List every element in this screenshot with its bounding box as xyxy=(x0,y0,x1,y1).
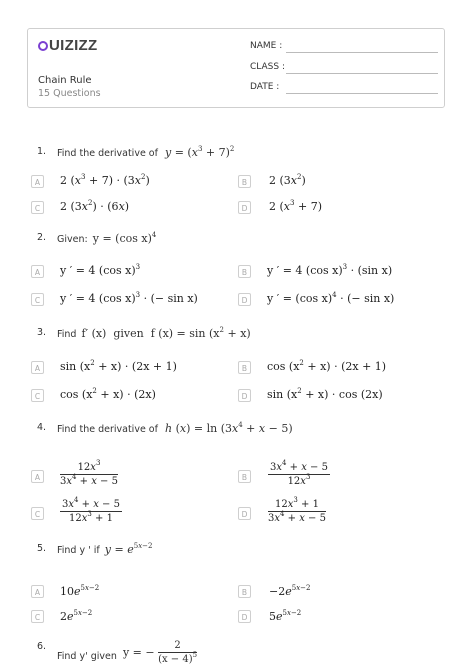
fraction: $\frac{12x^3}{3x^4 + x - 5}$ xyxy=(60,459,118,487)
question-prompt: Find the derivative of xyxy=(57,424,158,435)
option-a[interactable]: 2 $(x^3 + 7) \cdot (3x^2)$ xyxy=(60,173,150,187)
option-a-box[interactable]: A xyxy=(31,361,44,374)
question-expression: $y = (x^3 + 7)^2$ xyxy=(165,145,235,159)
question-number: 6. xyxy=(37,641,47,652)
question-number: 2. xyxy=(37,232,47,243)
option-c-box[interactable]: C xyxy=(31,201,44,214)
fraction: $\frac{12x^3 + 1}{3x^4 + x - 5}$ xyxy=(268,496,326,524)
class-label: CLASS : xyxy=(250,62,285,72)
option-a[interactable]: y ′ = 4 (cos x)$^3$ xyxy=(60,263,141,277)
option-b[interactable] xyxy=(268,459,330,487)
question-prompt: Find the derivative of xyxy=(57,148,158,159)
option-c-box[interactable]: C xyxy=(31,389,44,402)
question-expression: y = − $\frac{2}{(x - 4)^5}$ xyxy=(122,640,198,665)
question-number: 3. xyxy=(37,327,47,338)
question-text xyxy=(57,543,152,556)
fraction: $\frac{2}{(x - 4)^5}$ xyxy=(158,640,198,665)
date-field xyxy=(250,82,279,92)
question-prompt: Find xyxy=(57,329,77,340)
question-text xyxy=(57,422,293,435)
option-d-box[interactable]: D xyxy=(238,507,251,520)
option-d[interactable]: y ′ = (cos x)$^4$ · (− sin x) xyxy=(267,291,395,305)
option-b[interactable]: $-2e^{5x-2}$ xyxy=(269,584,311,598)
option-d-box[interactable]: D xyxy=(238,201,251,214)
option-a[interactable] xyxy=(60,459,118,487)
question-prompt: Find y ' if xyxy=(57,545,100,556)
question-text xyxy=(57,327,251,340)
question-expression: $y = e^{5x-2}$ xyxy=(104,542,153,556)
option-b-box[interactable]: B xyxy=(238,470,251,483)
option-c[interactable]: $\cos (x^2 + x) \cdot (2x)$ xyxy=(60,387,156,401)
name-field xyxy=(250,41,282,51)
class-line[interactable] xyxy=(286,73,438,74)
option-b-box[interactable]: B xyxy=(238,175,251,188)
option-d[interactable]: 2 $(x^3 + 7)$ xyxy=(269,199,322,213)
option-a-box[interactable]: A xyxy=(31,585,44,598)
question-prompt: Given: xyxy=(57,234,88,245)
option-d-box[interactable]: D xyxy=(238,389,251,402)
question-text xyxy=(57,232,156,245)
option-a-box[interactable]: A xyxy=(31,175,44,188)
option-c-box[interactable]: C xyxy=(31,610,44,623)
option-d[interactable] xyxy=(268,496,326,524)
logo-q-mark xyxy=(38,41,48,51)
question-expression: y = (cos x)$^4$ xyxy=(92,231,157,245)
option-d-box[interactable]: D xyxy=(238,293,251,306)
option-b-box[interactable]: B xyxy=(238,585,251,598)
question-number: 4. xyxy=(37,422,47,433)
option-c-box[interactable]: C xyxy=(31,507,44,520)
question-text xyxy=(57,146,234,159)
fraction: $\frac{3x^4 + x - 5}{12x^3 + 1}$ xyxy=(62,496,120,524)
option-c[interactable]: y ′ = 4 (cos x)$^3$ · (− sin x) xyxy=(60,291,198,305)
option-b-box[interactable]: B xyxy=(238,361,251,374)
option-b[interactable]: 2 $(3x^2)$ xyxy=(269,173,306,187)
option-a[interactable]: $10e^{5x-2}$ xyxy=(60,584,100,598)
option-b[interactable]: $\cos (x^2 + x) \cdot (2x + 1)$ xyxy=(267,359,387,373)
date-label: DATE : xyxy=(250,82,280,92)
option-a-box[interactable]: A xyxy=(31,265,44,278)
option-b-box[interactable]: B xyxy=(238,265,251,278)
name-label: NAME : xyxy=(250,41,283,51)
worksheet-subtitle: 15 Questions xyxy=(38,88,101,99)
worksheet-header xyxy=(27,28,445,108)
logo-text: UIZIZZ xyxy=(49,37,98,54)
class-field xyxy=(250,62,285,72)
question-number: 5. xyxy=(37,543,47,554)
option-a[interactable]: $\sin (x^2 + x) \cdot (2x + 1)$ xyxy=(60,359,177,373)
option-a-box[interactable]: A xyxy=(31,470,44,483)
option-d[interactable]: $\sin (x^2 + x) \cdot \cos (2x)$ xyxy=(267,387,383,401)
question-prompt: Find y' given xyxy=(57,650,117,662)
worksheet-title: Chain Rule xyxy=(38,75,92,86)
question-expression: f′ (x) given f $(x) = \sin (x^2 + x)$ xyxy=(81,326,251,340)
question-expression: h $(x) = \ln (3x^4 + x - 5)$ xyxy=(165,421,293,435)
option-c[interactable] xyxy=(60,496,122,524)
quizizz-logo xyxy=(38,37,97,54)
option-c[interactable]: $2e^{5x-2}$ xyxy=(60,609,93,623)
question-number: 1. xyxy=(37,146,47,157)
question-text xyxy=(57,640,197,665)
option-c[interactable]: 2 $(3x^2) \cdot (6x)$ xyxy=(60,199,130,213)
date-line[interactable] xyxy=(286,93,438,94)
option-b[interactable]: y ′ = 4 (cos x)$^3$ · (sin x) xyxy=(267,263,393,277)
name-line[interactable] xyxy=(286,52,438,53)
fraction: $\frac{3x^4 + x - 5}{12x^3}$ xyxy=(270,459,328,487)
option-d[interactable]: $5e^{5x-2}$ xyxy=(269,609,302,623)
option-d-box[interactable]: D xyxy=(238,610,251,623)
option-c-box[interactable]: C xyxy=(31,293,44,306)
